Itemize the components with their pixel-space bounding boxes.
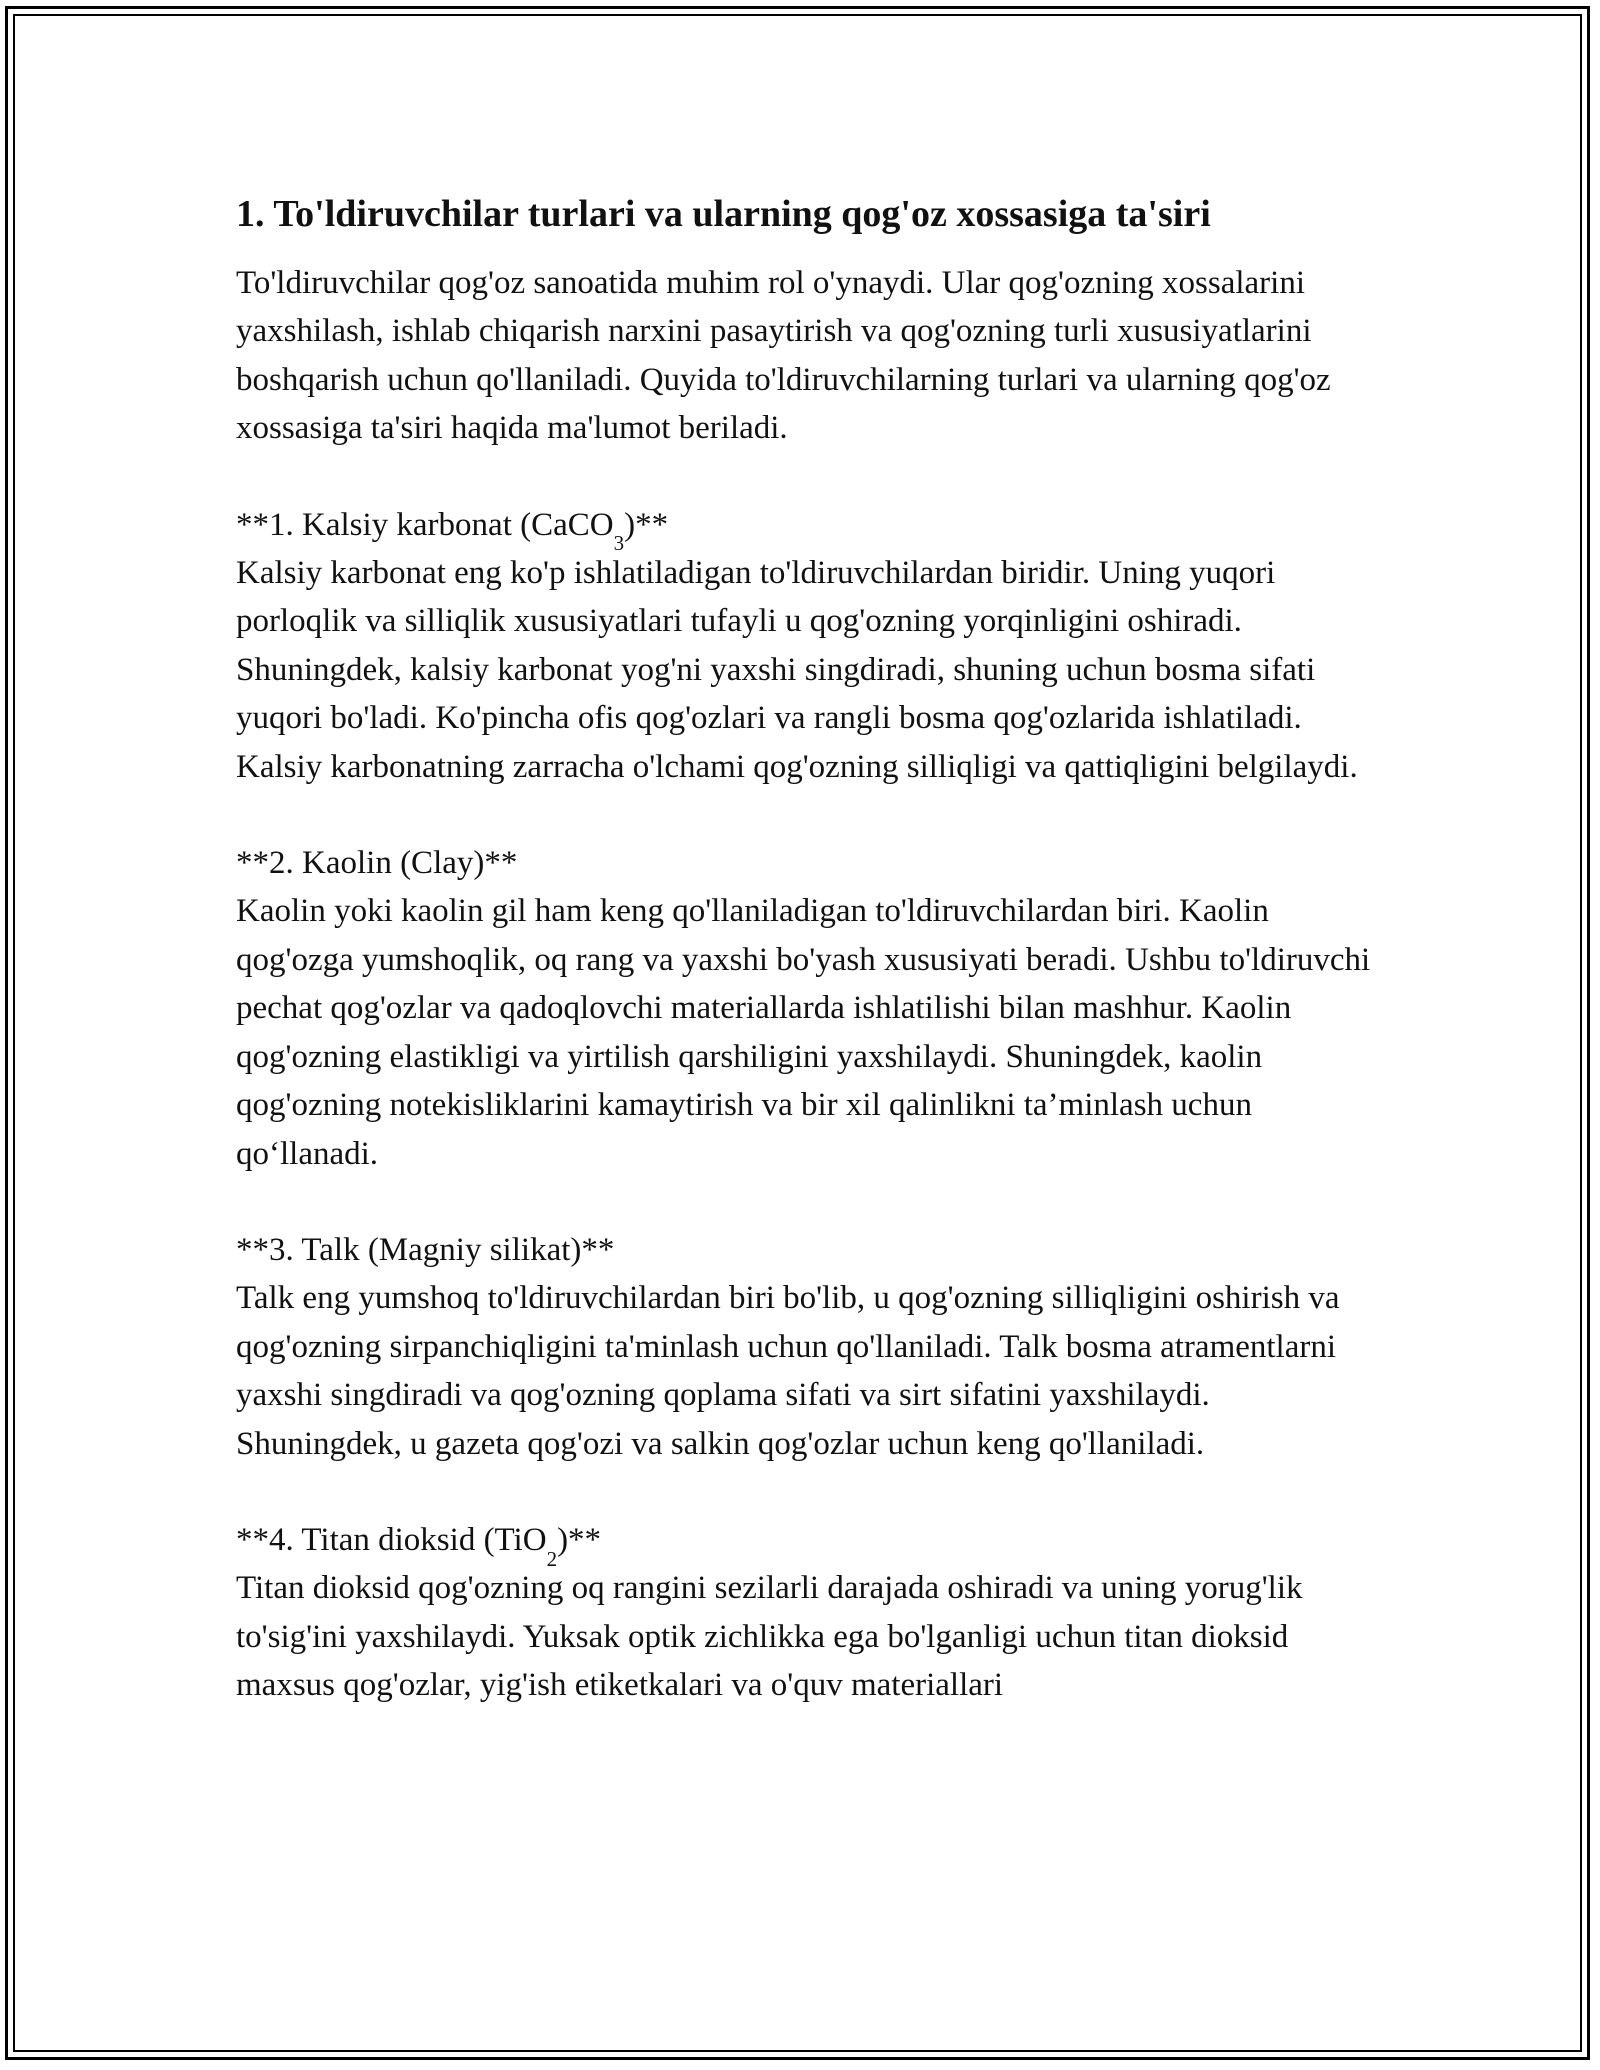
section-body: Kaolin yoki kaolin gil ham keng qo'llaniladigan to'ldiruvchilardan biri. Kaolin qog'ozga yumshoqlik, oq rang va yaxshi bo'yash xususiyati beradi. Ushbu to'ldiruvchi pechat qog'ozlar va qadoqlovchi materiallarda ishlatilishi bilan mashhur. Kaolin qog'ozning elastikligi va yirtilish qarshiligini yaxshilaydi. Shuningdek, kaolin qog'ozning notekisliklarini kamaytirish va bir xil qalinlikni ta’minlash uchun qo‘llanadi. (236, 893, 1371, 1172)
section-heading: **3. Talk (Magniy silikat)** (236, 1231, 615, 1268)
heading-subscript: 2 (546, 1546, 558, 1571)
heading-text: **4. Titan dioksid (TiO (236, 1521, 547, 1558)
heading-text-end: )** (557, 1521, 602, 1558)
section-heading (236, 501, 1376, 556)
document-title: 1. To'ldiruvchilar turlari va ularning qog'oz xossasiga ta'siri (236, 193, 1211, 235)
heading-text: **1. Kalsiy karbonat (CaCO (236, 506, 614, 543)
section-calcium-carbonate (236, 501, 1376, 791)
section-body: Titan dioksid qog'ozning oq rangini sezilarli darajada oshiradi va uning yorug'lik to'sig'ini yaxshilaydi. Yuksak optik zichlikka ega bo'lganligi uchun titan dioksid maxsus qog'ozlar, yig'ish etiketkalari va o'quv materiallari (236, 1570, 1303, 1704)
document-page (236, 185, 1376, 1710)
intro-paragraph: To'ldiruvchilar qog'oz sanoatida muhim rol o'ynaydi. Ular qog'ozning xossalarini yaxshilash, ishlab chiqarish narxini pasaytirish va qog'ozning turli xususiyatlarini boshqarish uchun qo'llaniladi. Quyida to'ldiruvchilarning turlari va ularning qog'oz xossasiga ta'siri haqida ma'lumot beriladi. (236, 265, 1331, 447)
section-heading (236, 1516, 1376, 1571)
section-talc (236, 1226, 1376, 1468)
heading-subscript: 3 (613, 531, 625, 556)
section-heading: **2. Kaolin (Clay)** (236, 845, 518, 882)
section-body: Talk eng yumshoq to'ldiruvchilardan biri bo'lib, u qog'ozning silliqligini oshirish va qog'ozning sirpanchiqligini ta'minlash uchun qo'llaniladi. Talk bosma atramentlarni yaxshi singdiradi va qog'ozning qoplama sifati va sirt sifatini yaxshilaydi. Shuningdek, u gazeta qog'ozi va salkin qog'ozlar uchun keng qo'llaniladi. (236, 1280, 1340, 1462)
section-body: Kalsiy karbonat eng ko'p ishlatiladigan to'ldiruvchilardan biridir. Uning yuqori porloqlik va silliqlik xususiyatlari tufayli u qog'ozning yorqinligini oshiradi. Shuningdek, kalsiy karbonat yog'ni yaxshi singdiradi, shuning uchun bosma sifati yuqori bo'ladi. Ko'pincha ofis qog'ozlari va rangli bosma qog'ozlarida ishlatiladi. Kalsiy karbonatning zarracha o'lchami qog'ozning silliqligi va qattiqligini belgilaydi. (236, 555, 1358, 785)
section-titanium-dioxide (236, 1516, 1376, 1710)
heading-text-end: )** (624, 506, 669, 543)
section-kaolin (236, 839, 1376, 1178)
